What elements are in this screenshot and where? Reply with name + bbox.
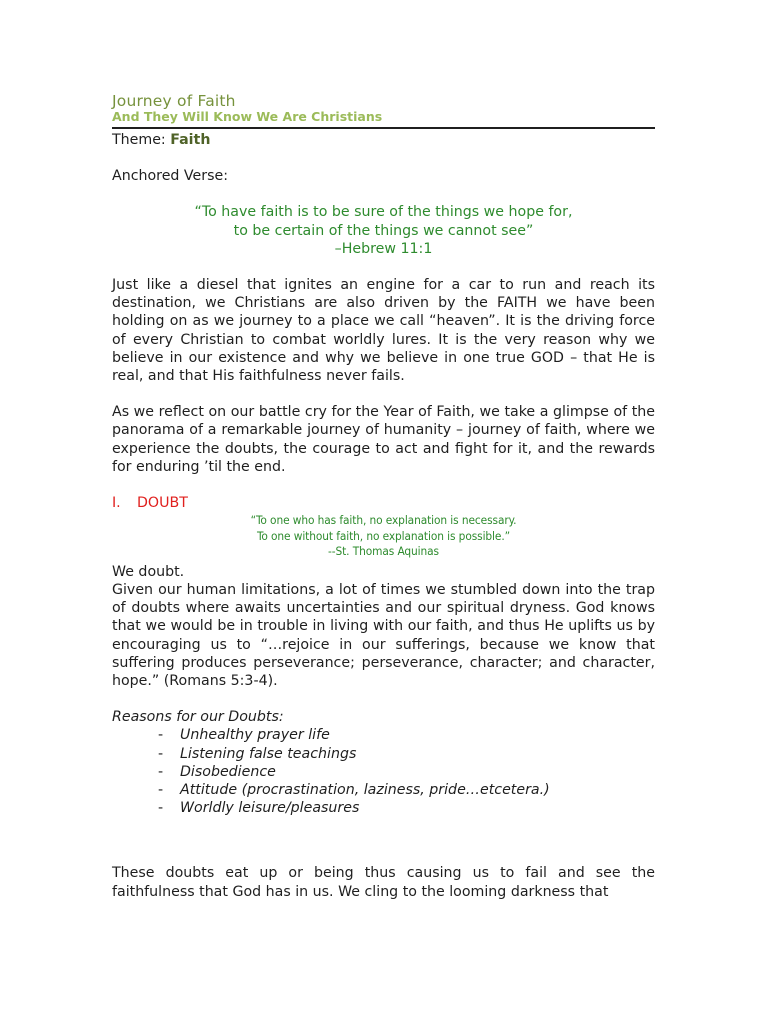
section-heading-text: DOUBT [137, 495, 188, 512]
verse-reference: –Hebrew 11:1 [334, 240, 433, 257]
we-doubt-text: We doubt. [112, 563, 185, 580]
section-heading-doubt [112, 494, 655, 512]
anchored-verse-label: Anchored Verse: [112, 168, 228, 185]
list-item: - Attitude (procrastination, laziness, pride…etcetera.) [158, 781, 550, 798]
reasons-list [112, 726, 655, 817]
section-number: I. [112, 495, 121, 512]
document-title: Journey of Faith [112, 92, 236, 110]
list-item: - Listening false teachings [158, 745, 357, 762]
list-item: - Worldly leisure/pleasures [158, 800, 360, 817]
theme-value: Faith [170, 132, 211, 148]
document-subtitle: And They Will Know We Are Christians [112, 110, 655, 129]
closing-paragraph: These doubts eat up or being thus causing us to fail and see the faithfulness that God has in us. We cling to the looming darkness that [112, 865, 655, 900]
theme-label: Theme: [112, 132, 171, 148]
reasons-heading: Reasons for our Doubts: [112, 709, 284, 726]
list-item: - Unhealthy prayer life [158, 727, 330, 744]
anchored-verse [112, 203, 655, 258]
paragraph-reflect: As we reflect on our battle cry for the Year of Faith, we take a glimpse of the panorama of a remarkable journey of humanity – journey of faith, where we experience the doubts, the courage to act and fight for it, and the rewards for enduring ’til the end. [112, 404, 655, 475]
aquinas-quote [112, 513, 655, 560]
document-body [112, 92, 655, 901]
paragraph-intro: Just like a diesel that ignites an engine for a car to run and reach its destination, we Christians are also driven by the FAITH we have been holding on as we journey to a place we call “heaven”. It is the driving force of every Christian to combat worldly lures. It is the very reason why we believe in our existence and why we believe in one true GOD – that He is real, and that His faithfulness never fails. [112, 277, 655, 385]
theme-line [112, 131, 655, 149]
quote-reference: --St. Thomas Aquinas [328, 544, 439, 559]
quote-line-1: “To one who has faith, no explanation is necessary. [250, 513, 517, 528]
list-item: - Disobedience [158, 763, 276, 780]
doubt-body: Given our human limitations, a lot of times we stumbled down into the trap of doubts where awaits uncertainties and our spiritual dryness. God knows that we would be in trouble in living with our faith, and thus He uplifts us by encouraging us to “…rejoice in our sufferings, because we know that suffering produces perseverance; perseverance, character; and character, hope.” (Romans 5:3-4). [112, 581, 655, 689]
verse-line-2: to be certain of the things we cannot see” [233, 222, 534, 239]
verse-line-1: “To have faith is to be sure of the things we hope for, [194, 204, 573, 221]
quote-line-2: To one without faith, no explanation is possible.” [256, 528, 511, 543]
